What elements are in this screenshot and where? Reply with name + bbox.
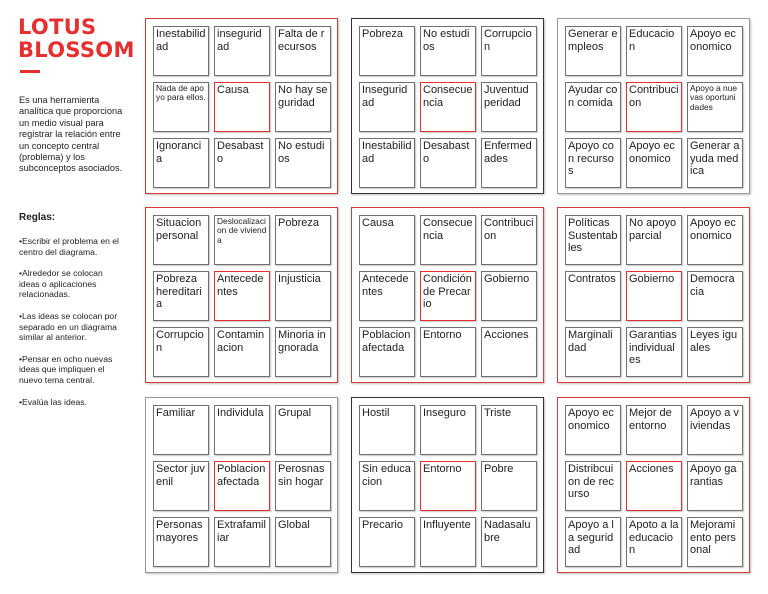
rule-item: •Alrededor se colocan ideas o aplicaciones relacionadas. [19, 268, 103, 300]
idea-cell: Contaminacion [214, 327, 270, 377]
center-idea-cell: Consecuencia [420, 82, 476, 132]
rule-item: •Las ideas se colocan por separado en un diagrama similar al anterior. [19, 310, 118, 343]
idea-cell: Grupal [275, 405, 331, 455]
center-idea-cell: Causa [214, 82, 270, 132]
idea-cell: Democracia [687, 271, 743, 321]
title-line-2: BLOSSOM [18, 38, 135, 62]
idea-cell: Juventud peridad [481, 82, 537, 132]
idea-cell: Personas mayores [153, 517, 209, 567]
idea-cell: Mejor de entorno [626, 405, 682, 455]
idea-cell: Apoyo a viviendas [687, 405, 743, 455]
idea-cell: Garantias individuales [626, 327, 682, 377]
lotus-block [557, 207, 750, 383]
idea-cell: Apoto a la educacion [626, 517, 682, 567]
page-title [18, 16, 135, 62]
idea-cell: Sector juvenil [153, 461, 209, 511]
idea-cell: Apoyo economico [687, 215, 743, 265]
idea-cell: Pobre [481, 461, 537, 511]
idea-cell: Generar ayuda medica [687, 138, 743, 188]
idea-cell: Desabasto [214, 138, 270, 188]
idea-cell: inseguridad [214, 26, 270, 76]
idea-cell: Pobreza [275, 215, 331, 265]
center-idea-cell: Entorno [420, 461, 476, 511]
idea-cell: Inestabilidad [359, 138, 415, 188]
idea-cell: Corrupcion [153, 327, 209, 377]
idea-cell: Apoyo economico [626, 138, 682, 188]
center-idea-cell: Antecedentes [214, 271, 270, 321]
idea-cell: Inseguro [420, 405, 476, 455]
idea-cell: Apoyo con recursos [565, 138, 621, 188]
idea-cell: Contribucion [481, 215, 537, 265]
idea-cell: Global [275, 517, 331, 567]
rule-item: •Pensar en ocho nuevas ideas que impliquen el nuevo tema central. [19, 353, 113, 385]
idea-cell: Entorno [420, 327, 476, 377]
center-idea-cell: Poblacion afectada [214, 461, 270, 511]
idea-cell: Minoria ingnorada [275, 327, 331, 377]
idea-cell: Apoyo a la seguridad [565, 517, 621, 567]
idea-cell: Precario [359, 517, 415, 567]
lotus-block [351, 397, 544, 573]
idea-cell: Injusticia [275, 271, 331, 321]
rules-title: Reglas: [19, 212, 56, 223]
idea-cell: Triste [481, 405, 537, 455]
title-line-1: LOTUS [18, 15, 97, 39]
idea-cell: Consecuencia [420, 215, 476, 265]
rules-list [19, 236, 125, 418]
idea-cell: Apoyo economico [687, 26, 743, 76]
rule-item: •Evalúa las ideas. [19, 396, 87, 407]
idea-cell: Contratos [565, 271, 621, 321]
idea-cell: Desabasto [420, 138, 476, 188]
idea-cell: Acciones [481, 327, 537, 377]
lotus-block [145, 397, 338, 573]
idea-cell: Distribcuion de recurso [565, 461, 621, 511]
idea-cell: Situacion personal [153, 215, 209, 265]
idea-cell: Generar empleos [565, 26, 621, 76]
idea-cell: Gobierno [481, 271, 537, 321]
idea-cell: Individula [214, 405, 270, 455]
rule-item: •Escribir el problema en el centro del diagrama. [19, 236, 119, 257]
idea-cell: Corrupcion [481, 26, 537, 76]
idea-cell: No estudios [420, 26, 476, 76]
idea-cell: No hay seguridad [275, 82, 331, 132]
center-idea-cell: Acciones [626, 461, 682, 511]
idea-cell: Pobreza [359, 26, 415, 76]
idea-cell: Familiar [153, 405, 209, 455]
idea-cell: Educacion [626, 26, 682, 76]
idea-cell: Hostil [359, 405, 415, 455]
idea-cell: Extrafamiliar [214, 517, 270, 567]
idea-cell: Ignorancia [153, 138, 209, 188]
idea-cell: Apoyo economico [565, 405, 621, 455]
idea-cell: Sin educacion [359, 461, 415, 511]
idea-cell: Enfermedades [481, 138, 537, 188]
idea-cell: Leyes iguales [687, 327, 743, 377]
idea-cell: Causa [359, 215, 415, 265]
idea-cell: Deslocalizacion de vivienda [214, 215, 270, 265]
center-idea-cell: Condición de Precario [420, 271, 476, 321]
lotus-block [145, 18, 338, 194]
lotus-block [557, 18, 750, 194]
idea-cell: Inseguridad [359, 82, 415, 132]
idea-cell: Nadasalubre [481, 517, 537, 567]
idea-cell: Antecedentes [359, 271, 415, 321]
idea-cell: Poblacion afectada [359, 327, 415, 377]
idea-cell: Apoyo garantias [687, 461, 743, 511]
idea-cell: Marginalidad [565, 327, 621, 377]
idea-cell: Falta de recursos [275, 26, 331, 76]
lotus-block [145, 207, 338, 383]
idea-cell: Pobreza hereditaria [153, 271, 209, 321]
lotus-block [557, 397, 750, 573]
idea-cell: Mejoramiento personal [687, 517, 743, 567]
title-underline [20, 70, 40, 73]
lotus-block [351, 207, 544, 383]
center-idea-cell: Gobierno [626, 271, 682, 321]
idea-cell: Políticas Sustentables [565, 215, 621, 265]
description-text: Es una herramienta analítica que proporciona un medio visual para registrar la relación entre un concepto central (problema) y los subconceptos asociados. [19, 95, 123, 174]
lotus-block [351, 18, 544, 194]
idea-cell: Perosnas sin hogar [275, 461, 331, 511]
center-idea-cell: Contribucion [626, 82, 682, 132]
idea-cell: Nada de apoyo para ellos. [153, 82, 209, 132]
idea-cell: No apoyo parcial [626, 215, 682, 265]
idea-cell: No estudios [275, 138, 331, 188]
idea-cell: Inestabilidad [153, 26, 209, 76]
idea-cell: Influyente [420, 517, 476, 567]
idea-cell: Apoyo a nuevas oportunidades [687, 82, 743, 132]
idea-cell: Ayudar con comida [565, 82, 621, 132]
